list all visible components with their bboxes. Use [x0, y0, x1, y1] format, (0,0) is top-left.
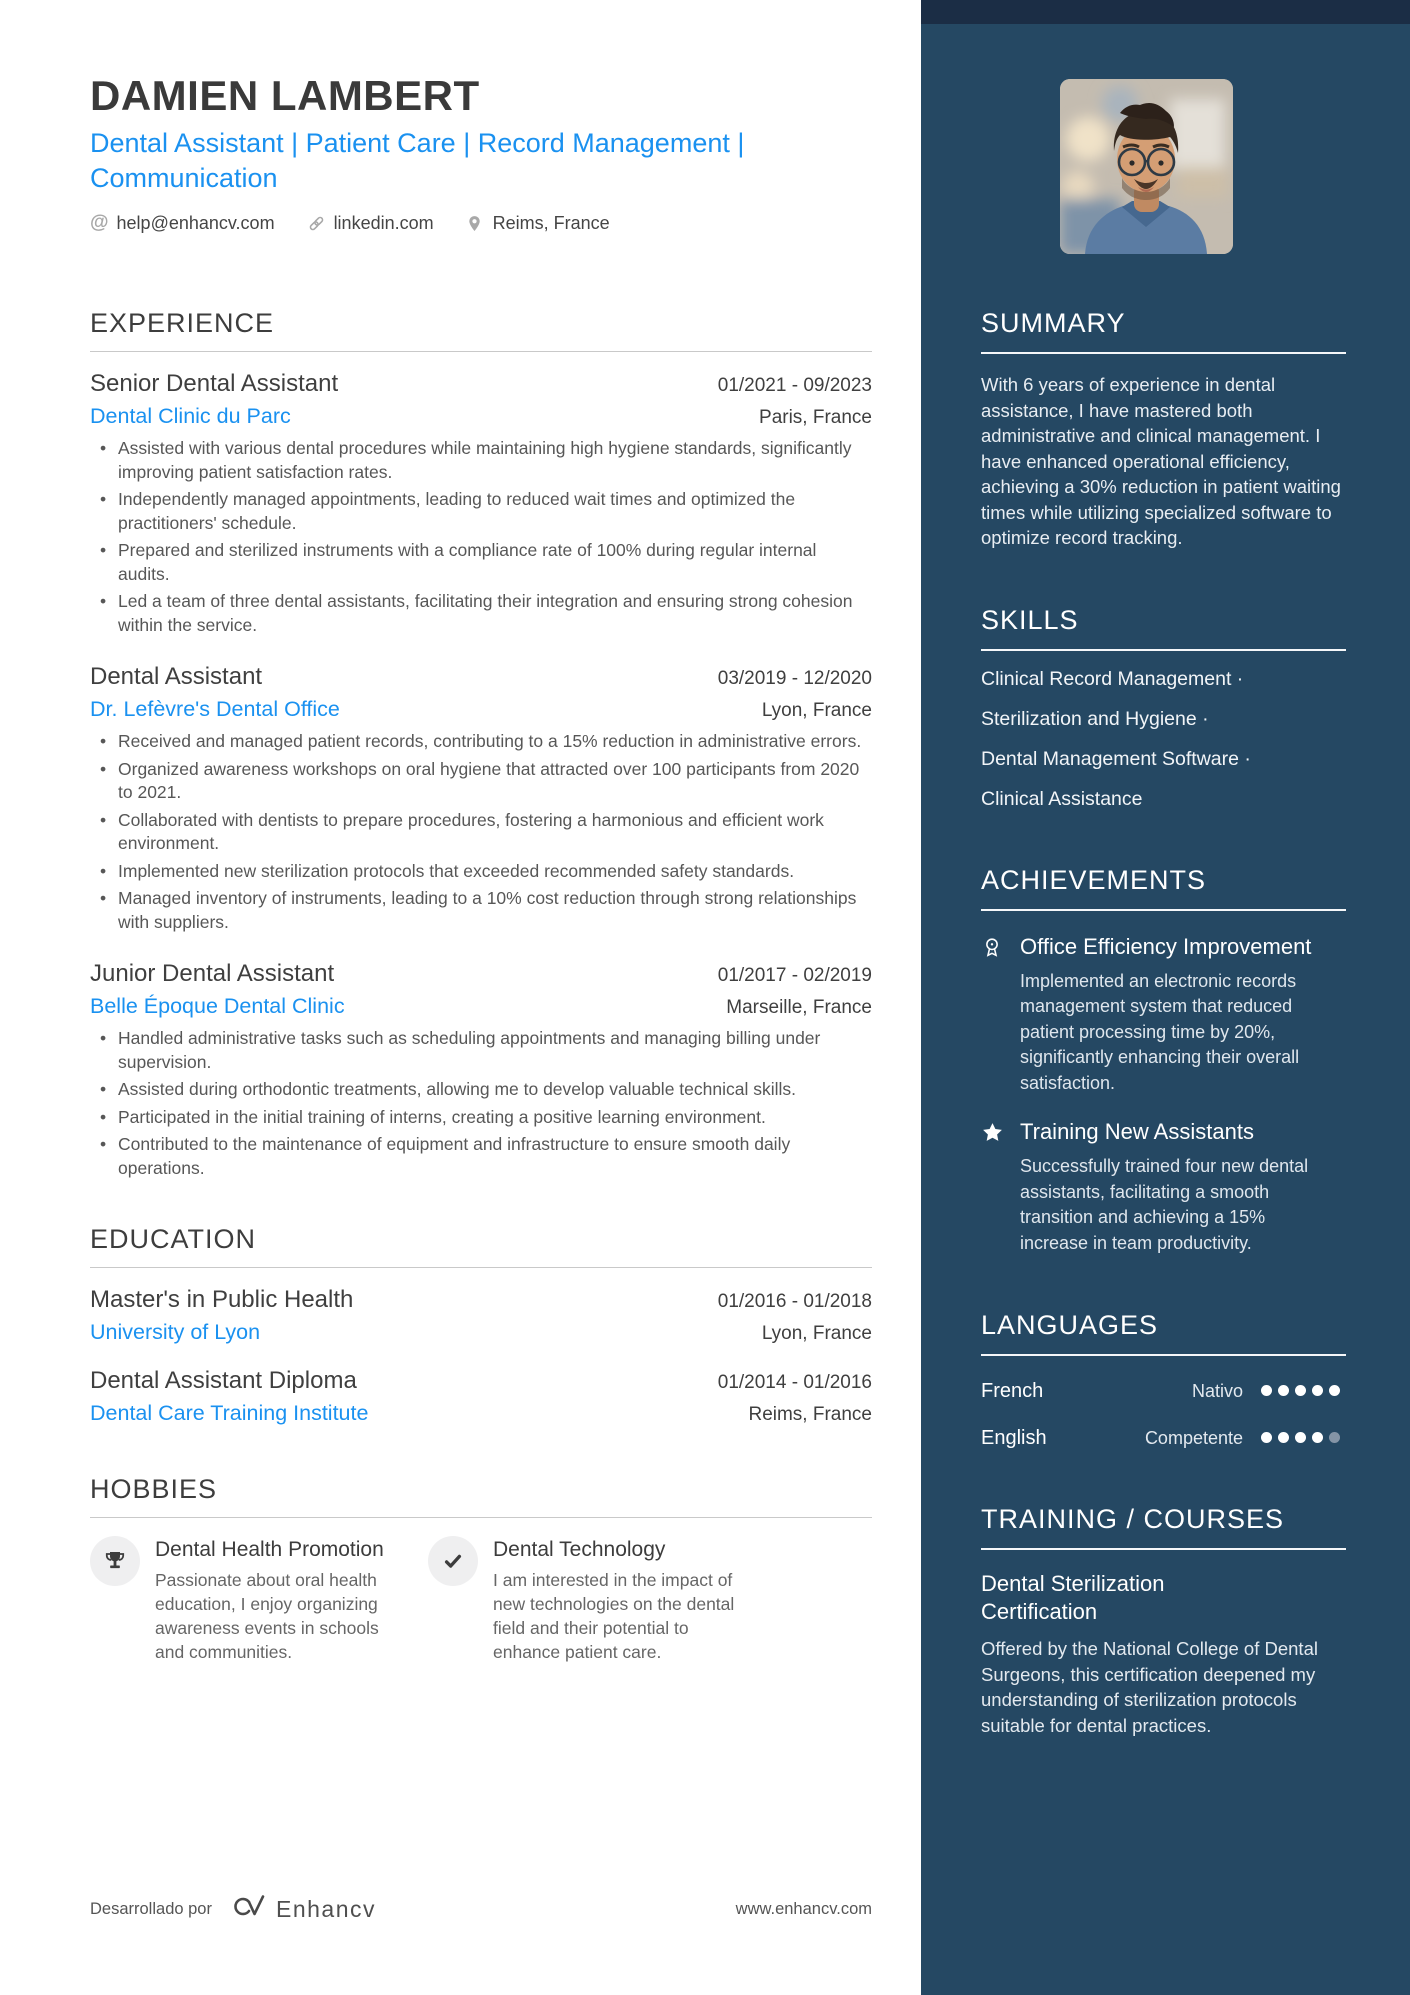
hobby-item [428, 1536, 743, 1664]
job-dates: 03/2019 - 12/2020 [717, 668, 872, 690]
achievement-title: Training New Assistants [1020, 1119, 1254, 1144]
bullet-item: • Led a team of three dental assistants, facilitating their integration and ensuring strong cohesion within the service. [90, 590, 872, 637]
degree-title: Dental Assistant Diploma [90, 1367, 357, 1395]
job-dates: 01/2017 - 02/2019 [717, 965, 872, 987]
hobby-description: I am interested in the impact of new technologies on the dental field and their potential to enhance patient care. [493, 1570, 735, 1663]
experience-section [90, 308, 872, 1180]
achievement-description: Implemented an electronic records management system that reduced patient processing time by 20%, significantly enhancing their overall satisfaction. [1020, 970, 1300, 1093]
location-contact [466, 213, 610, 234]
hobby-title: Dental Technology [493, 1538, 666, 1562]
bullet-item: • Managed inventory of instruments, leading to a 10% cost reduction through strong relationships with suppliers. [90, 887, 872, 934]
skill-item: Sterilization and Hygiene · [981, 707, 1209, 730]
language-rating-dots [1243, 1430, 1346, 1448]
footer [90, 1893, 872, 1925]
training-heading: TRAINING / COURSES [981, 1504, 1346, 1550]
degree-dates: 01/2014 - 01/2016 [717, 1372, 872, 1394]
hobbies-heading: HOBBIES [90, 1474, 218, 1505]
job-bullets [90, 437, 872, 637]
language-name: French [981, 1380, 1044, 1402]
school-location: Reims, France [748, 1404, 872, 1426]
job-entry [90, 960, 872, 1180]
job-entry [90, 663, 872, 934]
website-link[interactable]: www.enhancv.com [735, 1899, 872, 1918]
skill-item: Clinical Assistance [981, 787, 1143, 810]
course-item [981, 1570, 1346, 1738]
contact-row [90, 212, 872, 234]
school-name: University of Lyon [90, 1320, 261, 1345]
language-rating-dots [1243, 1383, 1346, 1401]
trophy-icon [90, 1536, 140, 1586]
achievements-heading: ACHIEVEMENTS [981, 865, 1346, 911]
education-section [90, 1224, 872, 1426]
sidebar-top-strip [921, 0, 1410, 24]
job-bullets [90, 730, 872, 934]
location-text: Reims, France [492, 212, 610, 233]
job-title: Dental Assistant [90, 663, 263, 691]
linkedin-contact[interactable] [307, 213, 434, 234]
bullet-item: • Contributed to the maintenance of equipment and infrastructure to ensure smooth daily operations. [90, 1133, 872, 1180]
hobby-title: Dental Health Promotion [155, 1538, 384, 1562]
language-level: Competente [1144, 1428, 1243, 1448]
achievement-text [1020, 1118, 1320, 1256]
skills-section [981, 605, 1346, 811]
bullet-item: • Prepared and sterilized instruments with a compliance rate of 100% during regular internal audits. [90, 539, 872, 586]
job-location: Marseille, France [726, 997, 872, 1019]
email-text[interactable]: help@enhancv.com [116, 212, 275, 233]
achievement-text [1020, 933, 1320, 1097]
summary-heading: SUMMARY [981, 308, 1346, 354]
divider [90, 1267, 872, 1268]
training-section [981, 1504, 1346, 1738]
achievements-section [981, 865, 1346, 1257]
language-name: English [981, 1427, 1047, 1449]
job-company: Dental Clinic du Parc [90, 404, 291, 429]
bullet-item: • Handled administrative tasks such as scheduling appointments and managing billing under supervision. [90, 1027, 872, 1074]
hobby-text [155, 1536, 405, 1664]
course-description: Offered by the National College of Dental Surgeons, this certification deepened my understanding of sterilization protocols suitable for dental practices. [981, 1638, 1318, 1736]
school-location: Lyon, France [761, 1323, 872, 1345]
bullet-item: • Implemented new sterilization protocols that exceeded recommended safety standards. [90, 860, 872, 884]
email-contact[interactable] [90, 212, 275, 234]
course-title: Dental Sterilization Certification [981, 1571, 1165, 1624]
brand-wordmark: Enhancv [275, 1895, 376, 1922]
achievement-title: Office Efficiency Improvement [1020, 933, 1312, 959]
profile-photo [1060, 79, 1233, 254]
job-title: Senior Dental Assistant [90, 370, 339, 398]
skills-heading: SKILLS [981, 605, 1346, 651]
degree-title: Master's in Public Health [90, 1286, 354, 1314]
divider [90, 1517, 872, 1518]
medal-icon [981, 933, 1005, 1097]
degree-dates: 01/2016 - 01/2018 [717, 1291, 872, 1313]
languages-heading: LANGUAGES [981, 1310, 1346, 1356]
achievement-item [981, 933, 1346, 1097]
sidebar [921, 0, 1410, 1995]
at-icon: @ [90, 212, 109, 234]
powered-by-label: Desarrollado por [90, 1899, 212, 1918]
bullet-item: • Received and managed patient records, contributing to a 15% reduction in administrative errors. [90, 730, 872, 754]
resume-header [90, 72, 872, 234]
page-title: DAMIEN LAMBERT [90, 72, 480, 119]
job-location: Lyon, France [761, 700, 872, 722]
bullet-item: • Organized awareness workshops on oral hygiene that attracted over 100 participants from 2020 to 2021. [90, 758, 872, 805]
main-column [90, 0, 872, 1664]
check-icon [428, 1536, 478, 1586]
star-icon [981, 1118, 1005, 1256]
school-name: Dental Care Training Institute [90, 1401, 369, 1426]
hobby-text [493, 1536, 743, 1664]
education-entry [90, 1286, 872, 1345]
language-row [981, 1427, 1346, 1450]
job-entry [90, 370, 872, 637]
education-heading: EDUCATION [90, 1224, 257, 1255]
job-company: Dr. Lefèvre's Dental Office [90, 697, 340, 722]
hobby-item [90, 1536, 428, 1664]
job-dates: 01/2021 - 09/2023 [717, 375, 872, 397]
job-company: Belle Époque Dental Clinic [90, 994, 345, 1019]
achievement-item [981, 1118, 1346, 1256]
experience-heading: EXPERIENCE [90, 308, 275, 339]
summary-text: With 6 years of experience in dental assistance, I have mastered both administrative and clinical management. I have enhanced operational efficiency, achieving a 30% reduction in patient waiting times while utilizing specialized software to optimize record tracking. [981, 374, 1341, 548]
linkedin-text[interactable]: linkedin.com [333, 212, 434, 233]
job-location: Paris, France [759, 407, 872, 429]
link-icon [307, 214, 326, 233]
bullet-item: • Participated in the initial training of interns, creating a positive learning environment. [90, 1106, 872, 1130]
bullet-item: • Assisted with various dental procedures while maintaining high hygiene standards, significantly improving patient satisfaction rates. [90, 437, 872, 484]
job-title: Junior Dental Assistant [90, 960, 335, 988]
language-level: Nativo [1191, 1381, 1243, 1401]
achievement-description: Successfully trained four new dental assistants, facilitating a smooth transition and achieving a 15% increase in team productivity. [1020, 1156, 1309, 1253]
enhancv-logo [230, 1893, 266, 1925]
hobby-description: Passionate about oral health education, I enjoy organizing awareness events in schools and communities. [155, 1570, 379, 1663]
summary-section [981, 308, 1346, 551]
languages-section [981, 1310, 1346, 1450]
language-row [981, 1380, 1346, 1403]
bullet-item: • Collaborated with dentists to prepare procedures, fostering a harmonious and efficient work environment. [90, 809, 872, 856]
bullet-item: • Assisted during orthodontic treatments, allowing me to develop valuable technical skills. [90, 1078, 872, 1102]
location-pin-icon [466, 214, 485, 233]
sidebar-content [921, 308, 1410, 1738]
headline: Dental Assistant | Patient Care | Record Management | Communication [90, 128, 745, 194]
hobbies-section [90, 1474, 872, 1664]
skill-item: Clinical Record Management · [981, 667, 1244, 690]
skill-item: Dental Management Software · [981, 747, 1251, 770]
education-entry [90, 1367, 872, 1426]
divider [90, 351, 872, 352]
job-bullets [90, 1027, 872, 1180]
bullet-item: • Independently managed appointments, leading to reduced wait times and optimized the practitioners' schedule. [90, 488, 872, 535]
